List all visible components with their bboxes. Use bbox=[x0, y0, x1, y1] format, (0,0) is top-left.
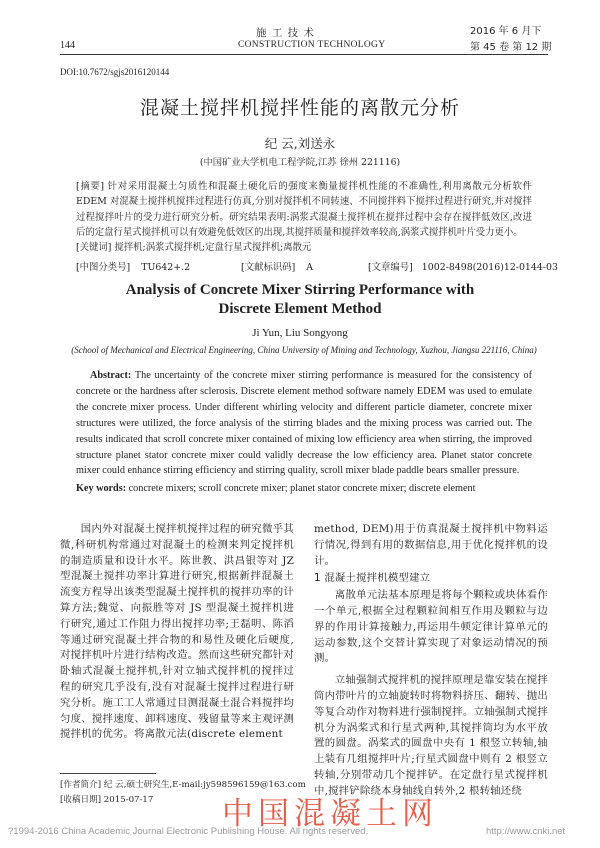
journal-name-en: CONSTRUCTION TECHNOLOGY bbox=[238, 40, 386, 50]
intro-paragraph: 国内外对混凝土搅拌机搅拌过程的研究微乎其微,科研机构常通过对混凝土的检测来判定搅拌机的制造质量和设计水平。陈世教、洪昌银等对 JZ 型混凝土搅拌功率计算进行研究,根据新拌混凝土流变方程导出该类型混凝土搅拌机的搅拌功率的计算方法;魏觉、向振胜等对 JS 型混凝土搅拌机进行研究,通过工作阻力得出搅拌功率;王磊明、陈滔等通过研究混凝土拌合物的和易性及硬化后硬度,对搅拌机叶片进行结构改造。然而这些研究都针对卧轴式混凝土搅拌机,针对立轴式搅拌机的搅拌过程的研究几乎没有,没有对混凝土搅拌过程进行研究分析。施工工人常通过目测混凝土混合料搅拌均匀度、搅拌速度、卸料速度、残留量等来主观评测搅拌机的优劣。将离散元法(discrete element bbox=[60, 523, 294, 741]
affiliation-en: (School of Mechanical and Electrical Engineering, China University of Mining and Technology, Xuzhou, Jiangsu 221116, China) bbox=[71, 345, 537, 355]
copyright-footer: ?1994-2016 China Academic Journal Electronic Publishing House. All rights reserved. bbox=[8, 826, 369, 837]
clc-value: TU642+.2 bbox=[141, 262, 191, 273]
classification-line bbox=[76, 259, 558, 273]
journal-name-cn: 施 工 技 术 bbox=[256, 27, 316, 39]
title-en-line1: Analysis of Concrete Mixer Stirring Performance with bbox=[125, 282, 475, 298]
title-en-line2: Discrete Element Method bbox=[218, 301, 382, 317]
site-watermark: 中国混凝土网 bbox=[222, 796, 438, 832]
abstract-en-label: Abstract: bbox=[90, 370, 132, 381]
title-cn: 混凝土搅拌机搅拌性能的离散元分析 bbox=[139, 97, 460, 119]
affiliation-cn: (中国矿业大学机电工程学院,江苏 徐州 221116) bbox=[199, 157, 401, 168]
cnki-url: http://www.cnki.net bbox=[486, 826, 566, 837]
keywords-en-paragraph bbox=[76, 481, 532, 497]
abstract-en bbox=[76, 368, 532, 497]
page-number: 144 bbox=[60, 40, 75, 51]
article-no-label: [文章编号] bbox=[367, 262, 413, 273]
abstract-en-paragraph bbox=[76, 368, 532, 479]
footnote-rule bbox=[60, 773, 156, 774]
abstract-cn bbox=[76, 179, 532, 255]
doc-id-label: [文献标识码] bbox=[241, 262, 296, 273]
authors-en: Ji Yun, Liu Songyong bbox=[252, 327, 348, 339]
author-note: [作者简介] 纪 云,硕士研究生,E-mail:jy598596159@163.com bbox=[60, 780, 306, 790]
article-no-value: 1002-8498(2016)12-0144-03 bbox=[421, 262, 558, 273]
clc-label: [中图分类号] bbox=[76, 262, 131, 273]
right-column bbox=[314, 522, 548, 800]
keywords-cn: [关键词] 搅拌机;涡浆式搅拌机;定盘行星式搅拌机;离散元 bbox=[76, 242, 312, 254]
received-date: [收稿日期] 2015-07-17 bbox=[60, 795, 154, 805]
keywords-en-label: Key words: bbox=[76, 483, 127, 495]
right-paragraph-2: 立轴强制式搅拌机的搅拌原理是靠安装在搅拌筒内带叶片的立轴旋转时将物料挤压、翻转、抛出等复合动作对物料进行强制搅拌。立轴强制式搅拌机分为涡桨式和行星式两种,其搅拌筒均为水平放置的圆盘。涡桨式的圆盘中央有 1 根竖立转轴,轴上装有几组搅拌叶片;行星式圆盘中则有 2 根竖立转轴,分别带动几个搅拌铲。在定盘行星式搅拌机中,搅拌铲除绕本身轴线自转外,2 根转轴还绕 bbox=[314, 674, 548, 797]
issue-volume: 第 45 卷 第 12 期 bbox=[470, 42, 552, 53]
header-rule bbox=[60, 54, 548, 55]
section-heading-1: 1 混凝土搅拌机模型建立 bbox=[314, 572, 431, 585]
right-intro: method, DEM)用于仿真混凝土搅拌机中物料运行情况,得到有用的数据信息,用于优化搅拌机的设计。 bbox=[314, 523, 548, 567]
right-paragraph-1: 离散单元法基本原理是将每个颗粒或块体看作一个单元,根据全过程颗粒间相互作用及颗粒与边界的作用计算接触力,再运用牛顿定律计算单元的运动参数,这个交替计算实现了对象运动情况的预测。 bbox=[314, 589, 548, 665]
left-column bbox=[60, 522, 294, 743]
doc-id-value: A bbox=[306, 262, 313, 273]
issue-date: 2016 年 6 月下 bbox=[470, 26, 542, 37]
keywords-en-text: concrete mixers; scroll concrete mixer; planet stator concrete mixer; discrete element bbox=[128, 483, 476, 495]
doi: DOI:10.7672/sgjs2016120144 bbox=[60, 67, 170, 77]
authors-cn: 纪 云,刘送永 bbox=[264, 136, 336, 151]
abstract-cn-text: [摘要] 针对采用混凝土匀质性和混凝土硬化后的强度来衡量搅拌机性能的不准确性,利用离散元分析软件 EDEM 对混凝土搅拌机搅拌过程进行仿真,分别对搅拌机不同转速、不同搅拌料下搅拌过程进行研究,并对搅拌过程搅拌叶片的受力进行研究分析。研究结果表明:涡浆式混凝土搅拌机在搅拌过程中会存在搅拌低效区,改进后的定盘行星式搅拌机可以有效避免低效区的出现,其搅拌质量和搅拌效率较高,涡浆式搅拌机叶片受力更小。 bbox=[76, 181, 532, 238]
abstract-en-text: The uncertainty of the concrete mixer stirring performance is measured for the consistency of concrete or the hardness after sclerosis. Discrete element method software namely EDEM was used to emulate the concrete mixer process. Under different whirling velocity and different particle diameter, concrete mixer structures were utilized, the force analysis of the stirring blades and the mixing process was carried out. The results indicated that scroll concrete mixer contained of mixing low efficiency area when stirring, the improved structure planet stator concrete mixer could validly decrease the low efficiency area. Planet stator concrete mixer could enhance stirring efficiency and stirring quality, scroll mixer blade paddle bears smaller pressure. bbox=[76, 370, 532, 477]
